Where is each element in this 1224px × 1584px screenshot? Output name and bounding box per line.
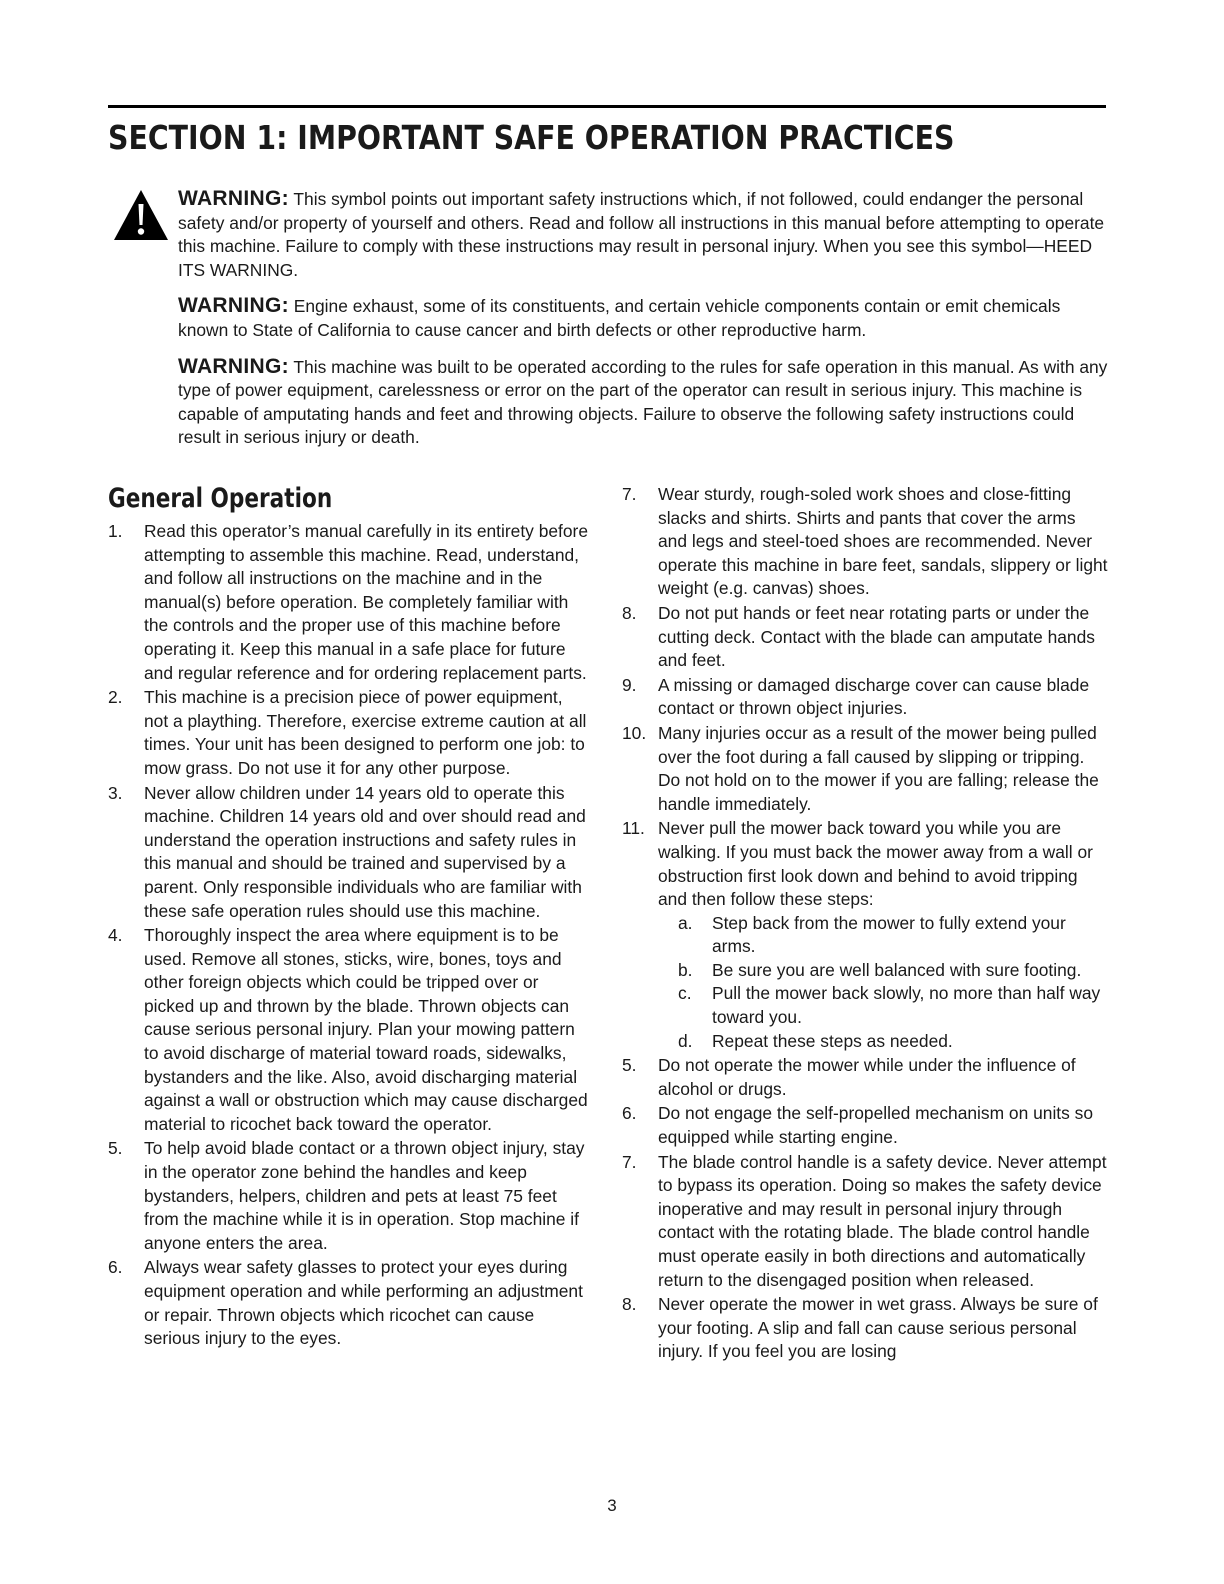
item-text: Wear sturdy, rough-soled work shoes and close-fitting slacks and shirts. Shirts and pants that cover the arms and legs and steel-toed shoes are recommended. Never operate this machine in bare feet, sandals, slippery or light weight (e.g. canvas) shoes.	[658, 484, 1108, 599]
sub-steps-list	[658, 912, 1108, 1054]
warning-text: This machine was built to be operated according to the rules for safe operation in this manual. As with any type of power equipment, carelessness or error on the part of the operator can result in serious injury. This machine is capable of amputating hands and feet and throwing objects. Failure to observe the following safety instructions could result in serious injury or death.	[178, 356, 1108, 448]
list-item	[108, 686, 588, 780]
right-column	[622, 483, 1108, 1365]
sub-step-letter: c.	[678, 983, 692, 1004]
list-item	[622, 1054, 1108, 1101]
list-item	[622, 483, 1108, 601]
item-text: To help avoid blade contact or a thrown object injury, stay in the operator zone behind the handles and keep bystanders, helpers, children and pets at least 75 feet from the machine while it is in operation. Stop machine if anyone enters the area.	[144, 1138, 585, 1253]
item-text: Never allow children under 14 years old to operate this machine. Children 14 years old and over should read and understand the operation instructions and safety rules in this manual and should be trained and supervised by a parent. Only responsible individuals who are familiar with these safe operation rules should use this machine.	[144, 782, 586, 921]
item-number: 5.	[622, 1055, 637, 1076]
item-number: 6.	[108, 1257, 123, 1278]
item-text: The blade control handle is a safety device. Never attempt to bypass its operation. Doing so makes the safety device inoperative and may result in personal injury through contact with the rotating blade. The blade control handle must operate easily in both directions and automatically return to the disengaged position when released.	[658, 1151, 1107, 1290]
item-text: Never pull the mower back toward you while you are walking. If you must back the mower away from a wall or obstruction first look down and behind to avoid tripping and then follow these steps:	[658, 818, 1093, 910]
warning-triangle-icon	[112, 188, 170, 242]
left-column	[108, 482, 588, 1352]
list-item	[622, 1102, 1108, 1149]
section-title: SECTION 1: IMPORTANT SAFE OPERATION PRACTICES	[108, 118, 955, 157]
general-operation-heading: General Operation	[108, 483, 333, 514]
sub-step-text: Step back from the mower to fully extend your arms.	[712, 912, 1066, 957]
sub-step	[678, 912, 1108, 959]
item-number: 11.	[622, 818, 645, 839]
item-text: Thoroughly inspect the area where equipment is to be used. Remove all stones, sticks, wire, bones, toys and other foreign objects which could be tripped over or picked up and thrown by the blade. Thrown objects can cause serious personal injury. Plan your mowing pattern to avoid discharge of material toward roads, sidewalks, bystanders and the like. Also, avoid discharging material against a wall or obstruction which may cause discharged material to ricochet back toward the operator.	[144, 925, 588, 1134]
list-item	[108, 1137, 588, 1255]
sub-step	[678, 959, 1108, 983]
warnings-block	[178, 187, 1108, 462]
item-text: Many injuries occur as a result of the mower being pulled over the foot during a fall caused by slipping or tripping. Do not hold on to the mower if you are falling; release the handle immediately.	[658, 722, 1099, 814]
sub-step-text: Pull the mower back slowly, no more than half way toward you.	[712, 983, 1101, 1028]
warning-lead: WARNING:	[178, 354, 289, 378]
sub-step	[678, 982, 1108, 1029]
item-number: 7.	[622, 1151, 637, 1172]
item-text: Read this operator’s manual carefully in its entirety before attempting to assemble this machine. Read, understand, and follow all instructions on the machine and in the manual(s) before operation. Be completely familiar with the controls and the proper use of this machine before operating it. Keep this manual in a safe place for future and regular reference and for ordering replacement parts.	[144, 521, 589, 683]
list-item	[622, 817, 1108, 1053]
warning-operation-rules	[178, 355, 1108, 450]
list-item	[108, 782, 588, 924]
item-text: This machine is a precision piece of power equipment, not a plaything. Therefore, exercise extreme caution at all times. Your unit has been designed to perform one job: to mow grass. Do not use it for any other purpose.	[144, 687, 587, 778]
item-text: Do not put hands or feet near rotating parts or under the cutting deck. Contact with the blade can amputate hands and feet.	[658, 602, 1095, 671]
sub-step-letter: d.	[678, 1030, 693, 1051]
list-item	[622, 722, 1108, 816]
list-item	[622, 1151, 1108, 1293]
warning-lead: WARNING:	[178, 294, 289, 318]
list-item	[622, 1293, 1108, 1364]
warning-text: Engine exhaust, some of its constituents, and certain vehicle components contain or emit chemicals known to State of California to cause cancer and birth defects or other reproductive harm.	[178, 296, 1061, 340]
item-number: 2.	[108, 687, 123, 708]
sub-step-text: Be sure you are well balanced with sure footing.	[712, 959, 1082, 980]
page-number: 3	[607, 1496, 617, 1515]
sub-step	[678, 1030, 1108, 1054]
warning-text: This symbol points out important safety instructions which, if not followed, could endanger the personal safety and/or property of yourself and others. Read and follow all instructions in this manual before attempting to operate this machine. Failure to comply with these instructions may result in personal injury. When you see this symbol—HEED ITS WARNING.	[178, 189, 1105, 280]
list-item	[108, 520, 588, 685]
item-number: 8.	[622, 1294, 637, 1315]
item-text: Always wear safety glasses to protect your eyes during equipment operation and while performing an adjustment or repair. Thrown objects which ricochet can cause serious injury to the eyes.	[144, 1257, 583, 1349]
warning-california	[178, 294, 1108, 342]
top-rule	[108, 105, 1106, 108]
item-number: 5.	[108, 1138, 123, 1159]
item-number: 6.	[622, 1103, 637, 1124]
list-item	[622, 602, 1108, 673]
item-text: Do not engage the self-propelled mechanism on units so equipped while starting engine.	[658, 1103, 1094, 1148]
sub-step-letter: a.	[678, 912, 693, 933]
item-text: Do not operate the mower while under the influence of alcohol or drugs.	[658, 1055, 1076, 1099]
warning-lead: WARNING:	[178, 187, 289, 210]
right-list	[622, 483, 1108, 1364]
sub-step-text: Repeat these steps as needed.	[712, 1030, 953, 1051]
item-number: 3.	[108, 782, 123, 803]
list-item	[108, 1256, 588, 1350]
list-item	[622, 674, 1108, 721]
item-number: 4.	[108, 925, 123, 946]
item-text: A missing or damaged discharge cover can cause blade contact or thrown object injuries.	[658, 674, 1090, 719]
item-text: Never operate the mower in wet grass. Always be sure of your footing. A slip and fall can cause serious personal injury. If you feel you are losing	[658, 1294, 1098, 1362]
warning-symbol	[178, 187, 1108, 282]
item-number: 9.	[622, 674, 637, 695]
item-number: 10.	[622, 722, 647, 743]
sub-step-letter: b.	[678, 959, 693, 980]
item-number: 8.	[622, 602, 637, 623]
left-list	[108, 520, 588, 1351]
item-number: 1.	[108, 521, 123, 541]
item-number: 7.	[622, 484, 637, 504]
list-item	[108, 924, 588, 1136]
